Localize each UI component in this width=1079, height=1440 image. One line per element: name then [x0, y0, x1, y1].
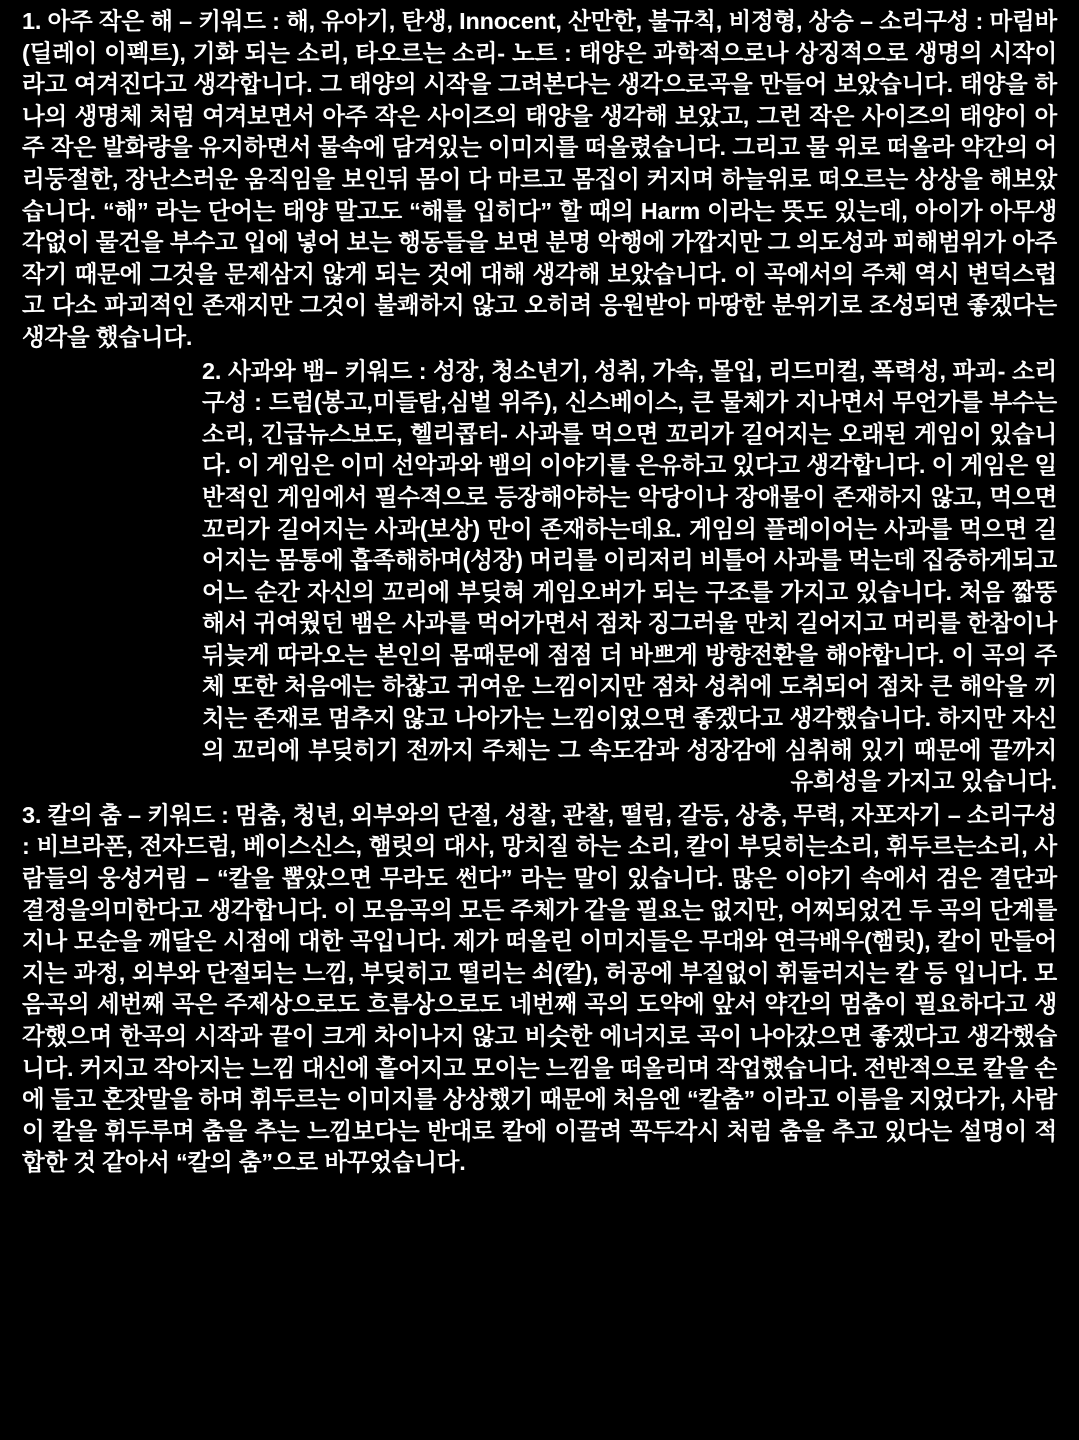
paragraph-track-3: 3. 칼의 춤 – 키워드 : 멈춤, 청년, 외부와의 단절, 성찰, 관찰, 떨림, 갈등, 상충, 무력, 자포자기 – 소리구성 : 비브라폰, 전자드럼, 베이스신스, 햄릿의 대사, 망치질 하는 소리, 칼이 부딪히는소리, 휘두르는소리, 사람들의 웅성거림 – “칼을 뽑았으면 무라도 썬다” 라는 말이 있습니다. 많은 이야기 속에서 검은 결단과 결정을의미한다고 생각합니다. 이 모음곡의 모든 주체가 같을 필요는 없지만, 어찌되었건 두 곡의 단계를 지나 모순을 깨달은 시점에 대한 곡입니다. 제가 떠올린 이미지들은 무대와 연극배우(햄릿), 칼이 만들어지는 과정, 외부와 단절되는 느낌, 부딪히고 떨리는 쇠(칼), 허공에 부질없이 휘둘러지는 칼 등 입니다. 모음곡의 세번째 곡은 주제상으로도 흐름상으로도 네번째 곡의 도약에 앞서 약간의 멈춤이 필요하다고 생각했으며 한곡의 시작과 끝이 크게 차이나지 않고 비슷한 에너지로 곡이 나아갔으면 좋겠다고 생각했습니다. 커지고 작아지는 느낌 대신에 흩어지고 모이는 느낌을 떠올리며 작업했습니다. 전반적으로 칼을 손에 들고 혼잣말을 하며 휘두르는 이미지를 상상했기 때문에 처음엔 “칼춤” 이라고 이름을 지었다가, 사람이 칼을 휘두루며 춤을 추는 느낌보다는 반대로 칼에 이끌려 꼭두각시 처럼 춤을 추고 있다는 설명이 적합한 것 같아서 “칼의 춤”으로 바꾸었습니다.: [22, 801, 1057, 1176]
paragraph-track-1: 1. 아주 작은 해 – 키워드 : 해, 유아기, 탄생, Innocent, 산만한, 불규칙, 비정형, 상승 – 소리구성 : 마림바(딜레이 이펙트), 기화 되는 소리, 타오르는 소리- 노트 : 태양은 과학적으로나 상징적으로 생명의 시작이라고 여겨진다고 생각합니다. 그 태양의 시작을 그려본다는 생각으로곡을 만들어 보았습니다. 태양을 하나의 생명체 처럼 여겨보면서 아주 작은 사이즈의 태양을 생각해 보았고, 그런 작은 사이즈의 태양이 아주 작은 발화량을 유지하면서 물속에 담겨있는 이미지를 떠올렸습니다. 그리고 물 위로 떠올라 약간의 어리둥절한, 장난스러운 움직임을 보인뒤 몸이 다 마르고 몸집이 커지며 하늘위로 떠오르는 상상을 해보았습니다. “해” 라는 단어는 태양 말고도 “해를 입히다” 할 때의 Harm 이라는 뜻도 있는데, 아이가 아무생각없이 물건을 부수고 입에 넣어 보는 행동들을 보면 분명 악행에 가깝지만 그 의도성과 피해범위가 아주 작기 때문에 그것을 문제삼지 않게 되는 것에 대해 생각해 보았습니다. 이 곡에서의 주체 역시 변덕스럽고 다소 파괴적인 존재지만 그것이 불쾌하지 않고 오히려 응원받아 마땅한 분위기로 조성되면 좋겠다는 생각을 했습니다.: [22, 8, 1057, 350]
paragraph-track-2: 2. 사과와 뱀– 키워드 : 성장, 청소년기, 성취, 가속, 몰입, 리드미컬, 폭력성, 파괴- 소리구성 : 드럼(봉고,미들탐,심벌 위주), 신스베이스, 큰 물체가 지나면서 무언가를 부수는 소리, 긴급뉴스보도, 헬리콥터- 사과를 먹으면 꼬리가 길어지는 오래된 게임이 있습니다. 이 게임은 이미 선악과와 뱀의 이야기를 은유하고 있다고 생각합니다. 이 게임은 일반적인 게임에서 필수적으로 등장해야하는 악당이나 장애물이 존재하지 않고, 먹으면 꼬리가 길어지는 사과(보상) 만이 존재하는데요. 게임의 플레이어는 사과를 먹으면 길어지는 몸통에 흡족해하며(성장) 머리를 이리저리 비틀어 사과를 먹는데 집중하게되고 어느 순간 자신의 꼬리에 부딪혀 게임오버가 되는 구조를 가지고 있습니다. 처음 짧뚱해서 귀여웠던 뱀은 사과를 먹어가면서 점차 징그러울 만치 길어지고 머리를 한참이나 뒤늦게 따라오는 본인의 몸때문에 점점 더 바쁘게 방향전환을 해야합니다. 이 곡의 주체 또한 처음에는 하찮고 귀여운 느낌이지만 점차 성취에 도취되어 점차 큰 해악을 끼치는 존재로 멈추지 않고 나아가는 느낌이었으면 좋겠다고 생각했습니다. 하지만 자신의 꼬리에 부딪히기 전까지 주체는 그 속도감과 성장감에 심취해 있기 때문에 끝까지 유희성을 가지고 있습니다.: [202, 357, 1057, 795]
